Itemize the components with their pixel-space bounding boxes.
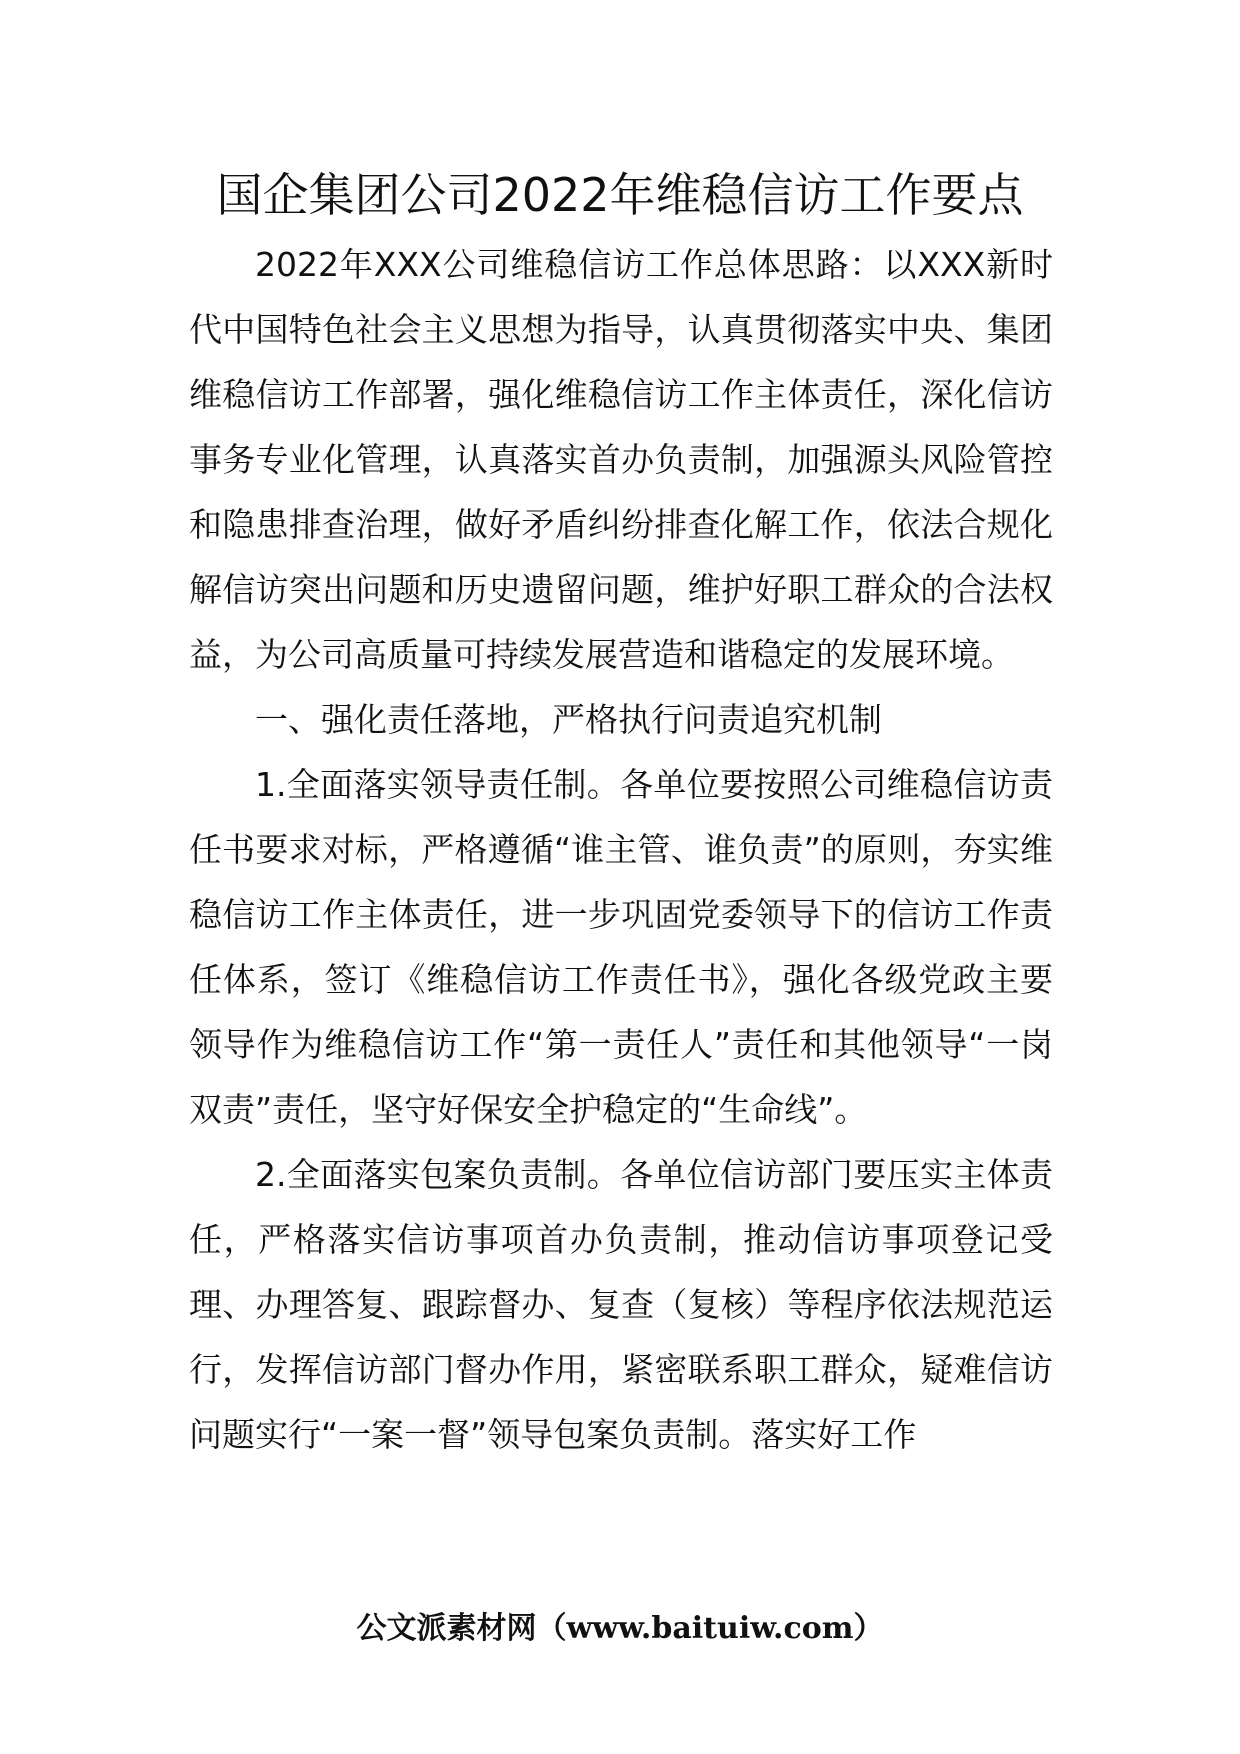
document-title: 国企集团公司2022年维稳信访工作要点: [216, 168, 1024, 222]
intro-paragraph: 2022年XXX公司维稳信访工作总体思路：以XXX新时代中国特色社会主义思想为指导，认真贯彻落实中央、集团维稳信访工作部署，强化维稳信访工作主体责任，深化信访事务专业化管理，认真落实首办负责制，加强源头风险管控和隐患排查治理，做好矛盾纠纷排查化解工作，依法合规化解信访突出问题和历史遗留问题，维护好职工群众的合法权益，为公司高质量可持续发展营造和谐稳定的发展环境。: [189, 245, 1053, 674]
item-paragraph-2: 2.全面落实包案负责制。各单位信访部门要压实主体责任，严格落实信访事项首办负责制，推动信访事项登记受理、办理答复、跟踪督办、复查（复核）等程序依法规范运行，发挥信访部门督办作用，紧密联系职工群众，疑难信访问题实行“一案一督”领导包案负责制。落实好工作: [189, 1155, 1053, 1454]
footer-watermark: 公文派素材网（www.baituiw.com）: [356, 1611, 884, 1646]
section-heading-1: 一、强化责任落地，严格执行问责追究机制: [255, 700, 882, 739]
document-body: [189, 232, 1053, 1467]
item-paragraph-1: 1.全面落实领导责任制。各单位要按照公司维稳信访责任书要求对标，严格遵循“谁主管、谁负责”的原则，夯实维稳信访工作主体责任，进一步巩固党委领导下的信访工作责任体系，签订《维稳信访工作责任书》，强化各级党政主要领导作为维稳信访工作“第一责任人”责任和其他领导“一岗双责”责任，坚守好保安全护稳定的“生命线”。: [189, 765, 1053, 1129]
